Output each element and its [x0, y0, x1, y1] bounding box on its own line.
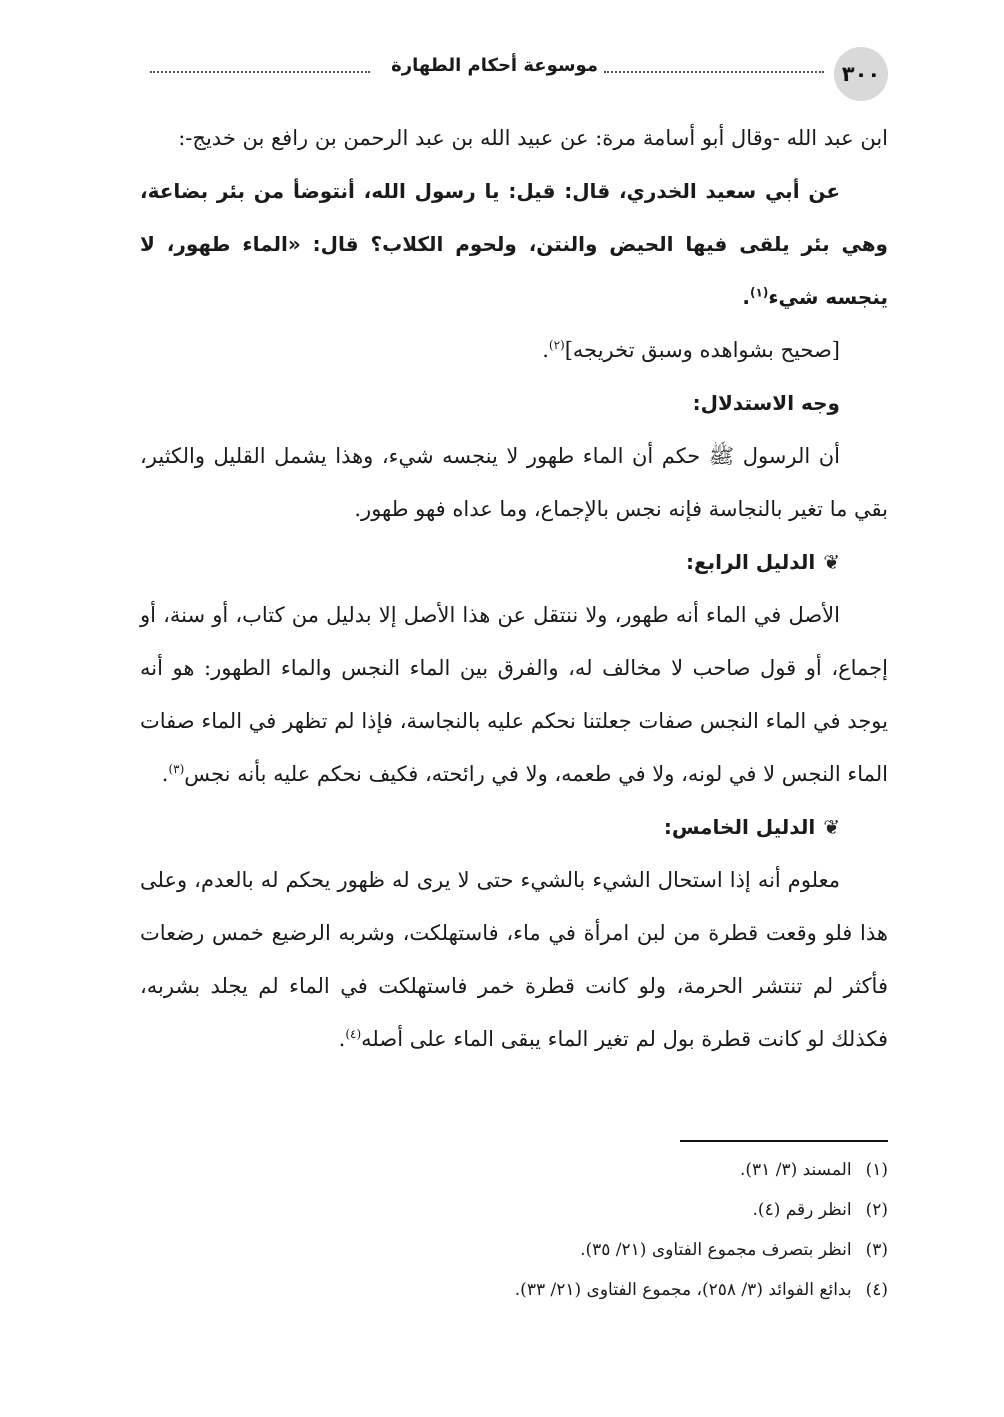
punctuation: . [161, 762, 169, 786]
header-dotted-line [150, 71, 370, 73]
paragraph-text: الأصل في الماء أنه طهور، ولا ننتقل عن هذا الأصل إلا بدليل من كتاب، أو سنة، أو إجماع، أو قول صاحب لا مخالف له، والفرق بين الماء النجس والماء الطهور: هو أنه يوجد في الماء النجس صفات جعلتنا نحكم عليه بالنجاسة، فإذا لم تظهر في الماء صفات الماء النجس لا في لونه، ولا في طعمه، ولا في رائحته، فكيف نحكم عليه بأنه نجس [140, 603, 888, 786]
punctuation: . [338, 1027, 346, 1051]
footnote-separator [680, 1140, 888, 1142]
footnote-text: انظر رقم (٤). [752, 1200, 852, 1220]
paragraph-fifth-evidence [140, 854, 888, 1066]
heading-text: الدليل الخامس: [663, 815, 816, 839]
footnote-text: انظر بتصرف مجموع الفتاوى (٢١/ ٣٥). [580, 1240, 852, 1260]
footnote-item [140, 1270, 888, 1310]
paragraph-chain [140, 112, 888, 165]
grading-line [140, 324, 888, 377]
paragraph-text: ابن عبد الله -وقال أبو أسامة مرة: عن عبيد الله بن عبد الرحمن بن رافع بن خديج-: [178, 126, 888, 150]
footnote-number: (٢) [865, 1200, 888, 1220]
leaf-ornament-icon: ❦ [823, 550, 840, 574]
header-dotted-line [604, 71, 824, 73]
heading-text: الدليل الرابع: [685, 550, 816, 574]
paragraph-inference [140, 430, 888, 536]
footnote-number: (١) [865, 1160, 888, 1180]
section-heading-inference: وجه الاستدلال: [692, 391, 840, 415]
punctuation: . [542, 338, 549, 362]
footnote-ref[interactable]: (٤) [345, 1027, 362, 1041]
main-text [140, 112, 888, 1066]
leaf-ornament-icon: ❦ [823, 815, 840, 839]
grading-text: [صحيح بشواهده وسبق تخريجه] [564, 338, 840, 362]
footnote-ref[interactable]: (١) [750, 285, 769, 300]
running-header-title: موسوعة أحكام الطهارة [391, 55, 598, 76]
footnote-text: المسند (٣/ ٣١). [739, 1160, 852, 1180]
footnotes [140, 1150, 888, 1310]
footnote-ref[interactable]: (٣) [168, 762, 185, 776]
footnote-text: بدائع الفوائد (٣/ ٢٥٨)، مجموع الفتاوى (٢١/ ٣٣). [514, 1280, 852, 1300]
paragraph-text: معلوم أنه إذا استحال الشيء بالشيء حتى لا يرى له ظهور يحكم له بالعدم، وعلى هذا فلو وقعت قطرة من لبن امرأة في ماء، فاستهلكت، وشربه الرضيع خمس رضعات فأكثر لم تنتشر الحرمة، ولو كانت قطرة خمر فاستهلكت في الماء لم يجلد بشربه، فكذلك لو كانت قطرة بول لم تغير الماء يبقى الماء على أصله [140, 868, 888, 1051]
section-heading-fifth-evidence [140, 801, 888, 854]
section-heading-fourth-evidence [140, 536, 888, 589]
punctuation: . [742, 285, 751, 309]
footnote-item [140, 1190, 888, 1230]
footnote-number: (٤) [865, 1280, 888, 1300]
footnote-item [140, 1150, 888, 1190]
page-number: ٣٠٠ [834, 47, 888, 101]
hadith-text [140, 165, 888, 324]
hadith-body: عن أبي سعيد الخدري، قال: قيل: يا رسول الله، أنتوضأ من بئر بضاعة، وهي بئر يلقى فيها الحيض والنتن، ولحوم الكلاب؟ قال: «الماء طهور، لا ينجسه شيء [140, 179, 888, 309]
footnote-item [140, 1230, 888, 1270]
paragraph-text: أن الرسول ﷺ حكم أن الماء طهور لا ينجسه شيء، وهذا يشمل القليل والكثير، بقي ما تغير بالنجاسة فإنه نجس بالإجماع، وما عداه فهو طهور. [140, 444, 888, 521]
footnote-ref[interactable]: (٢) [548, 338, 565, 352]
paragraph-fourth-evidence [140, 589, 888, 801]
footnote-number: (٣) [865, 1240, 888, 1260]
